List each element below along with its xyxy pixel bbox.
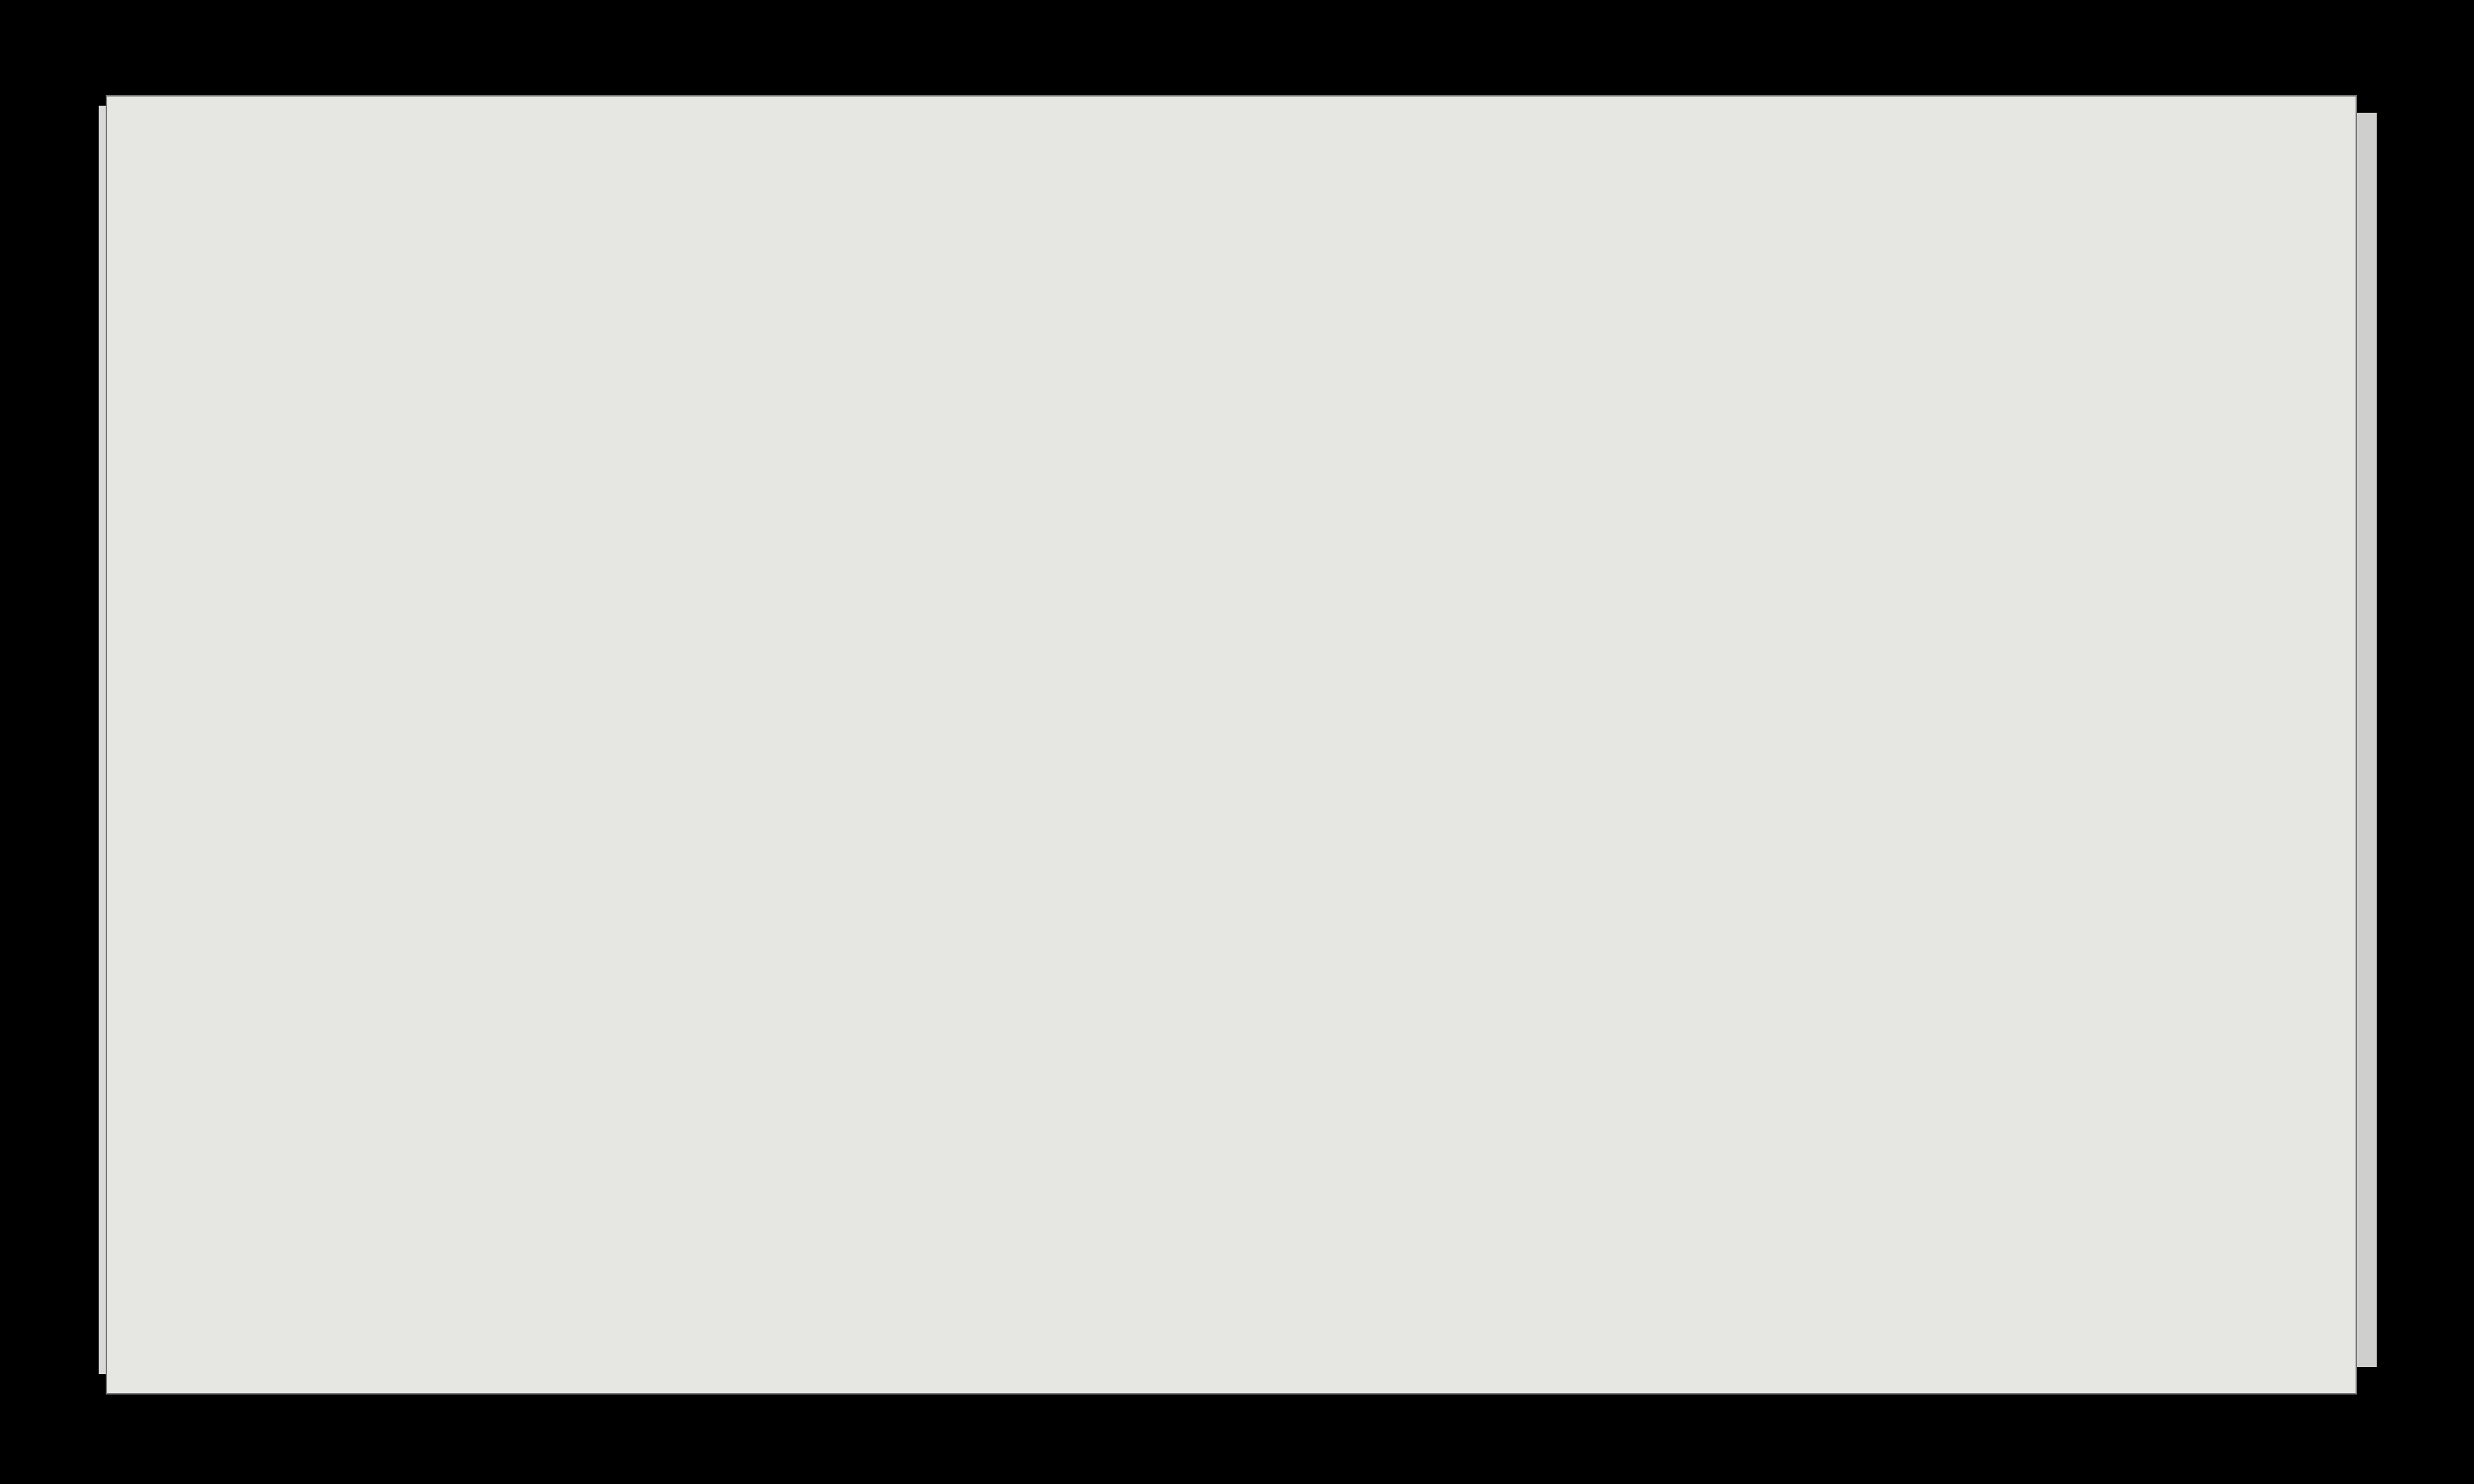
census-form-sheet: [106, 95, 2357, 1395]
